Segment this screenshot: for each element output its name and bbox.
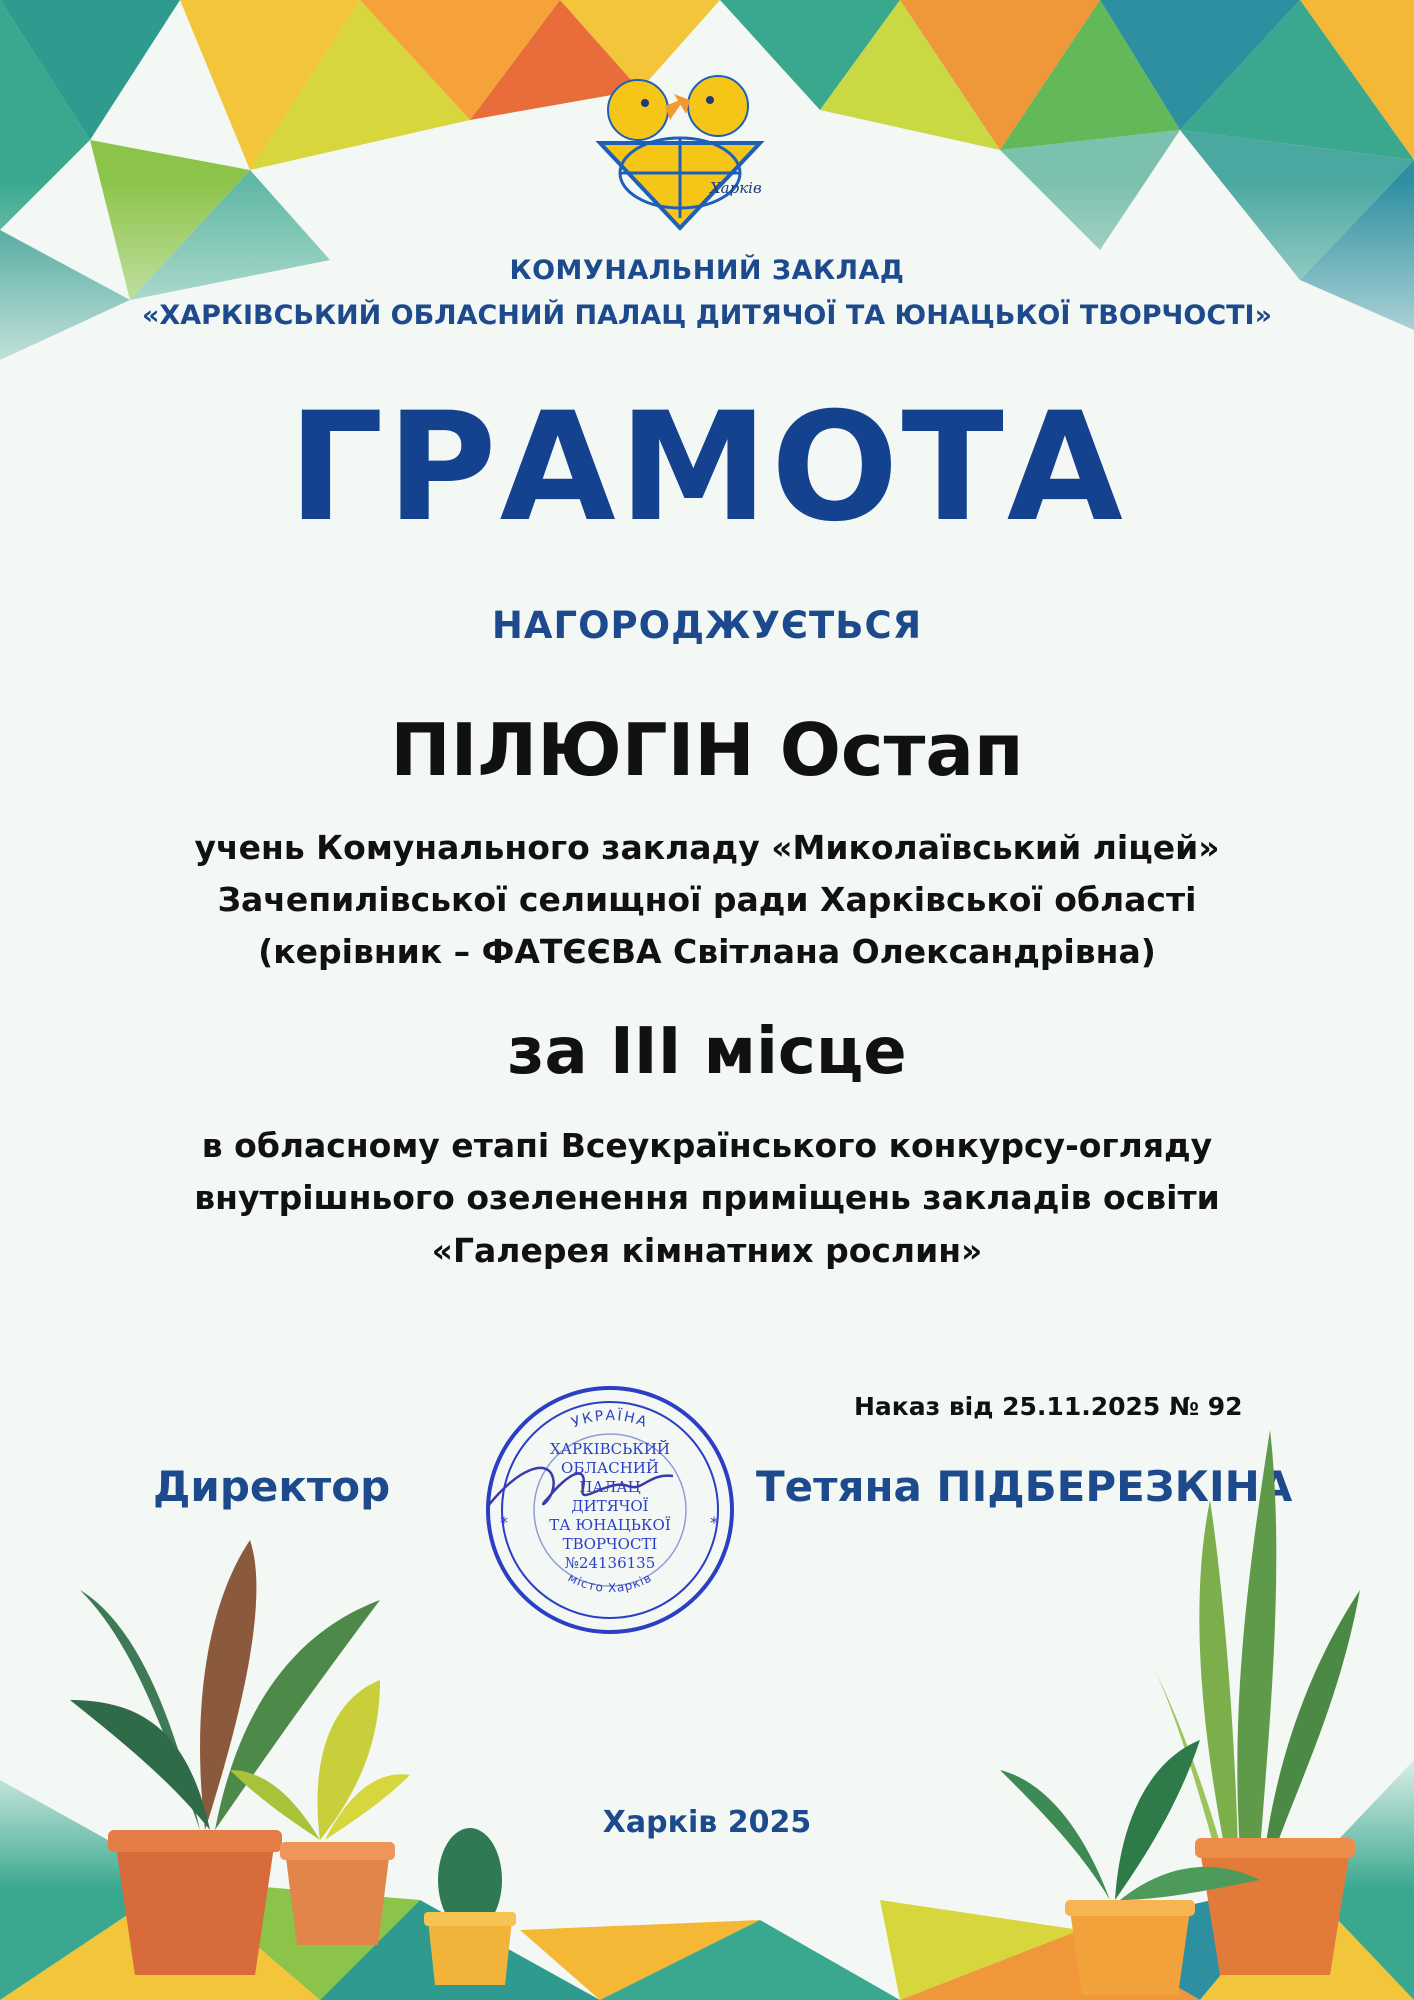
contest-line: «Галерея кімнатних рослин»	[431, 1231, 983, 1270]
palace-logo	[590, 48, 770, 238]
director-name: Тетяна ПІДБЕРЕЗКІНА	[756, 1462, 1293, 1511]
stamp-line: ДИТЯЧОЇ	[571, 1497, 649, 1515]
svg-text:*: *	[500, 1513, 508, 1532]
director-position: Директор	[153, 1462, 391, 1511]
stamp-line: ТВОРЧОСТІ	[562, 1535, 658, 1553]
award-place: за ІІІ місце	[507, 1015, 907, 1089]
stamp-line: ТА ЮНАЦЬКОЇ	[549, 1516, 671, 1534]
stamp-top-text: УКРАЇНА	[569, 1407, 651, 1432]
contest-line: в обласному етапі Всеукраїнського конкурсу-огляду	[201, 1126, 1213, 1165]
stamp-line: ПАЛАЦ	[579, 1478, 641, 1496]
description-line: учень Комунального закладу «Миколаївський ліцей»	[194, 828, 1220, 867]
organization-type: КОМУНАЛЬНИЙ ЗАКЛАД	[509, 255, 905, 286]
plant-illustrations	[0, 1380, 1414, 2000]
stamp-bottom-text: місто Харків	[565, 1570, 655, 1596]
order-reference: Наказ від 25.11.2025 № 92	[854, 1392, 1243, 1421]
stamp-line: ОБЛАСНИЙ	[561, 1459, 659, 1477]
stamp-line: №24136135	[564, 1554, 656, 1572]
recipient-name: ПІЛЮГІН Остап	[390, 708, 1024, 792]
city-year: Харків 2025	[602, 1805, 812, 1840]
contest-line: внутрішнього озеленення приміщень закладів освіти	[194, 1178, 1220, 1217]
organization-name: «ХАРКІВСЬКИЙ ОБЛАСНИЙ ПАЛАЦ ДИТЯЧОЇ ТА ЮНАЦЬКОЇ ТВОРЧОСТІ»	[141, 300, 1273, 331]
svg-text:*: *	[710, 1513, 718, 1532]
logo-text: Харків	[710, 179, 762, 197]
awarded-label: НАГОРОДЖУЄТЬСЯ	[491, 604, 923, 647]
certificate-title: ГРАМОТА	[288, 381, 1126, 555]
stamp-line: ХАРКІВСЬКИЙ	[549, 1440, 671, 1458]
description-line: (керівник – ФАТЄЄВА Світлана Олександрівна)	[258, 932, 1156, 971]
description-line: Зачепилівської селищної ради Харківської області	[217, 880, 1197, 919]
